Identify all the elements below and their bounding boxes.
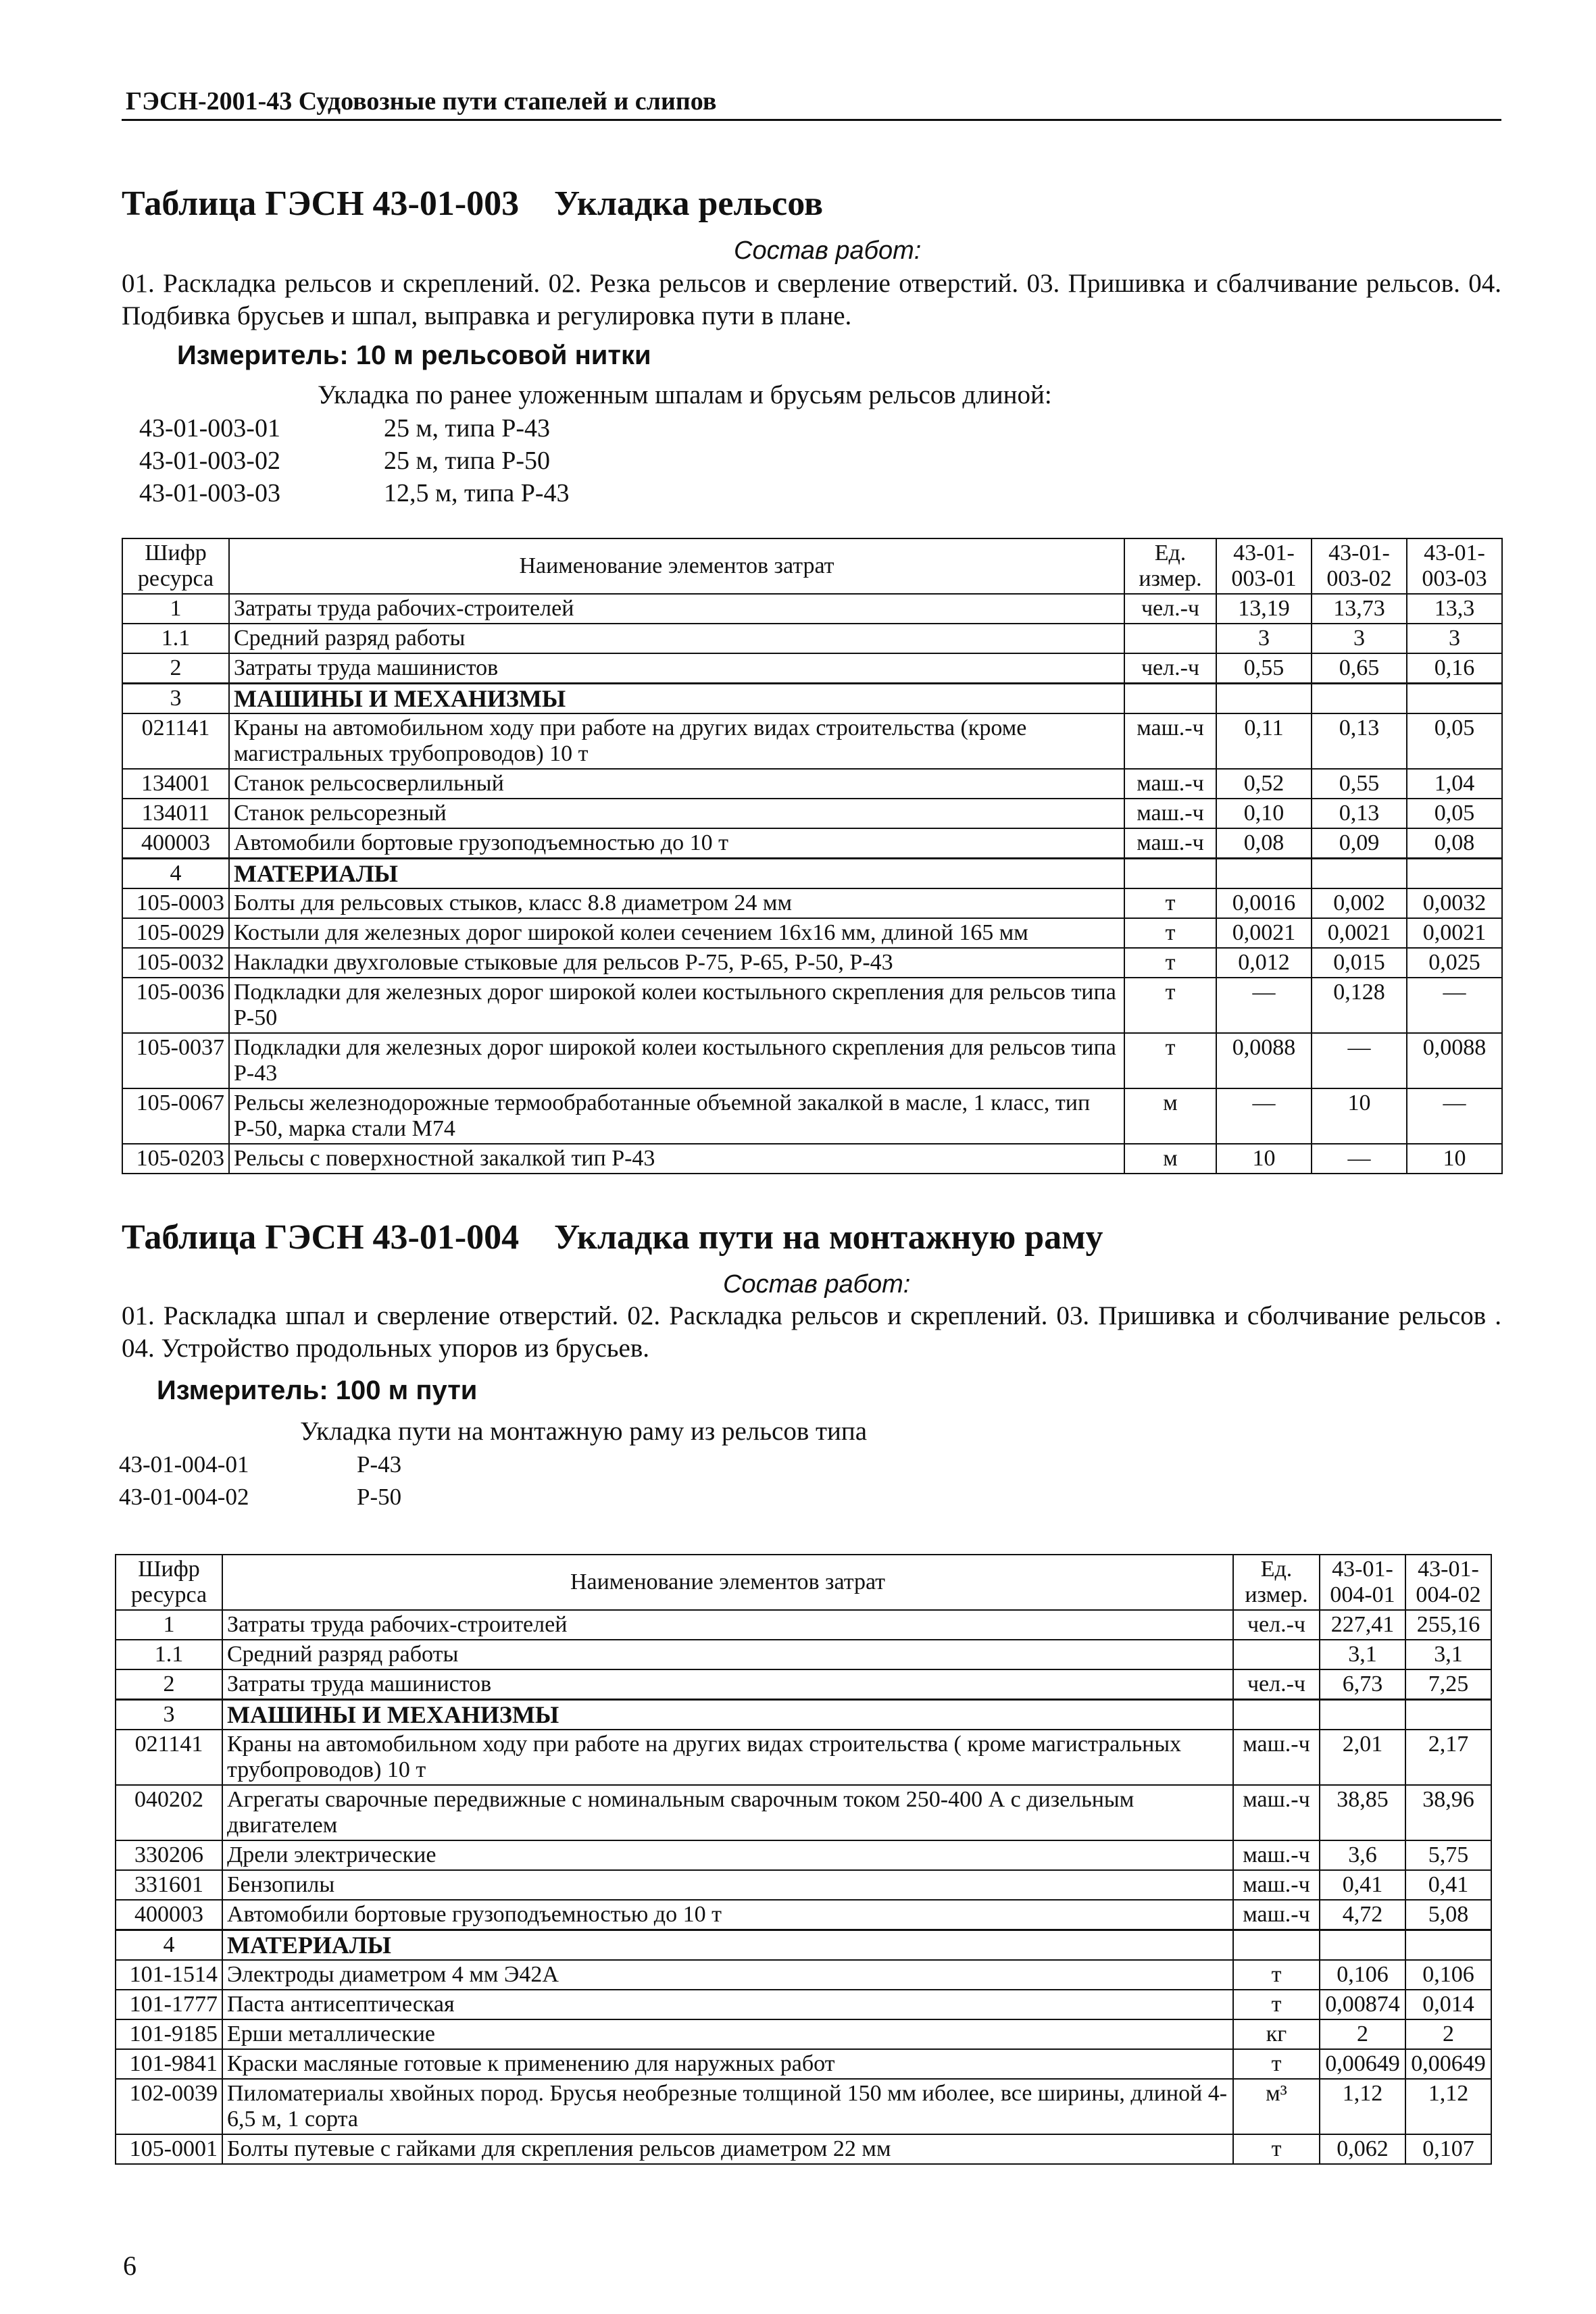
norm-value: 0,0021	[1407, 918, 1502, 948]
norm-value: 2,17	[1405, 1730, 1491, 1785]
norm-value	[1320, 1930, 1405, 1961]
resource-unit: т	[1233, 2049, 1320, 2079]
resource-code: 105-0029	[122, 918, 229, 948]
resource-name: Агрегаты сварочные передвижные с номинальным сварочным током 250-400 А с дизельным двигателем	[222, 1785, 1233, 1840]
norm-value: 0,55	[1216, 653, 1312, 684]
resource-name: Краски масляные готовые к применению для наружных работ	[222, 2049, 1233, 2079]
norm-value: 0,10	[1216, 799, 1312, 828]
norm-value: 1,12	[1405, 2079, 1491, 2134]
norm-value: 0,52	[1216, 769, 1312, 799]
resource-unit: чел.-ч	[1233, 1669, 1320, 1700]
resource-unit	[1124, 684, 1216, 714]
norm-value: 0,55	[1312, 769, 1407, 799]
resource-name: Краны на автомобильном ходу при работе на других видах строительства ( кроме магистральных трубопроводов) 10 т	[222, 1730, 1233, 1785]
resource-unit: т	[1124, 978, 1216, 1033]
table-003-name: Укладка рельсов	[554, 184, 824, 223]
resource-code: 2	[122, 653, 229, 684]
norm-value: 0,0021	[1312, 918, 1407, 948]
table-row	[116, 1990, 1491, 2019]
resource-name: Ерши металлические	[222, 2019, 1233, 2049]
resource-unit: т	[1124, 1033, 1216, 1088]
table-row	[122, 888, 1502, 918]
norm-value	[1216, 684, 1312, 714]
norm-value: 13,19	[1216, 594, 1312, 624]
resource-unit: т	[1124, 918, 1216, 948]
norm-value: 0,0088	[1216, 1033, 1312, 1088]
resource-code: 1	[116, 1610, 222, 1640]
variant-code: 43-01-003-03	[139, 479, 280, 507]
resource-code: 330206	[116, 1840, 222, 1870]
col-header-name: Наименование элементов затрат	[222, 1555, 1233, 1610]
norm-value: 2,01	[1320, 1730, 1405, 1785]
norm-value: —	[1407, 1088, 1502, 1144]
resource-code: 1.1	[122, 624, 229, 653]
resource-name: Станок рельсосверлильный	[229, 769, 1124, 799]
norm-value: 0,05	[1407, 799, 1502, 828]
resource-name: Бензопилы	[222, 1870, 1233, 1900]
norm-value: 3	[1407, 624, 1502, 653]
norm-value	[1312, 859, 1407, 889]
resource-name: Накладки двухголовые стыковые для рельсов Р-75, Р-65, Р-50, Р-43	[229, 948, 1124, 978]
variant-code: 43-01-003-01	[139, 414, 280, 443]
resource-unit: маш.-ч	[1233, 1730, 1320, 1785]
resource-code: 105-0001	[116, 2134, 222, 2164]
resource-name: Затраты труда машинистов	[229, 653, 1124, 684]
norm-value	[1405, 1700, 1491, 1730]
table-row	[116, 1640, 1491, 1669]
norm-value	[1405, 1930, 1491, 1961]
table-row	[116, 1870, 1491, 1900]
table-row	[116, 2079, 1491, 2134]
resource-name: Средний разряд работы	[229, 624, 1124, 653]
norm-value: —	[1216, 1088, 1312, 1144]
resource-unit: маш.-ч	[1233, 1900, 1320, 1930]
norm-value: 2	[1405, 2019, 1491, 2049]
norm-value	[1320, 1700, 1405, 1730]
table-003-number: Таблица ГЭСН 43-01-003	[122, 184, 520, 223]
resource-code: 102-0039	[116, 2079, 222, 2134]
resource-name: Станок рельсорезный	[229, 799, 1124, 828]
table-row	[116, 1840, 1491, 1870]
resource-name: Электроды диаметром 4 мм Э42А	[222, 1960, 1233, 1990]
resource-unit: кг	[1233, 2019, 1320, 2049]
resource-name: Автомобили бортовые грузоподъемностью до 10 т	[229, 828, 1124, 859]
norm-value: 5,08	[1405, 1900, 1491, 1930]
variant-desc: 25 м, типа Р-43	[384, 414, 550, 443]
norm-value: 10	[1216, 1144, 1312, 1174]
table-row	[122, 978, 1502, 1033]
table-004-number: Таблица ГЭСН 43-01-004	[122, 1218, 520, 1257]
norm-value: 13,73	[1312, 594, 1407, 624]
norm-value: 38,85	[1320, 1785, 1405, 1840]
col-header-code: Шифр ресурса	[116, 1555, 222, 1610]
norm-value: —	[1312, 1033, 1407, 1088]
norm-value: —	[1312, 1144, 1407, 1174]
table-row	[122, 653, 1502, 684]
resource-name: МАТЕРИАЛЫ	[229, 859, 1124, 889]
header-rule	[122, 119, 1501, 121]
col-header-norm: 43-01-004-01	[1320, 1555, 1405, 1610]
table-row	[122, 859, 1502, 889]
resource-code: 1	[122, 594, 229, 624]
norm-value: 0,65	[1312, 653, 1407, 684]
table-row	[116, 2134, 1491, 2164]
resource-unit: т	[1124, 948, 1216, 978]
table-row	[122, 1088, 1502, 1144]
resource-name: Подкладки для железных дорог широкой колеи костыльного скрепления для рельсов типа Р-43	[229, 1033, 1124, 1088]
resource-unit: маш.-ч	[1124, 828, 1216, 859]
table-row	[122, 713, 1502, 769]
variant-code: 43-01-004-02	[119, 1484, 249, 1510]
table-row	[116, 1610, 1491, 1640]
resource-unit	[1124, 624, 1216, 653]
resource-table-004	[115, 1554, 1492, 2165]
resource-unit	[1233, 1700, 1320, 1730]
norm-value: 0,106	[1320, 1960, 1405, 1990]
resource-code: 021141	[122, 713, 229, 769]
resource-unit	[1233, 1640, 1320, 1669]
table-row	[122, 828, 1502, 859]
norm-value	[1407, 859, 1502, 889]
norm-value: 6,73	[1320, 1669, 1405, 1700]
resource-unit: чел.-ч	[1124, 594, 1216, 624]
norm-value: 3	[1312, 624, 1407, 653]
norm-value: 3,1	[1320, 1640, 1405, 1669]
resource-unit: т	[1233, 1960, 1320, 1990]
resource-code: 4	[122, 859, 229, 889]
norm-value: 1,12	[1320, 2079, 1405, 2134]
resource-unit: т	[1233, 2134, 1320, 2164]
norm-value: 0,08	[1216, 828, 1312, 859]
resource-name: Пиломатериалы хвойных пород. Брусья необрезные толщиной 150 мм иболее, все ширины, длиной 4-6,5 м, 1 сорта	[222, 2079, 1233, 2134]
resource-table-003	[122, 538, 1503, 1174]
variant-code: 43-01-003-02	[139, 447, 280, 475]
norm-value: 0,062	[1320, 2134, 1405, 2164]
resource-name: Краны на автомобильном ходу при работе на других видах строительства (кроме магистральных трубопроводов) 10 т	[229, 713, 1124, 769]
norm-value: 0,128	[1312, 978, 1407, 1033]
resource-code: 021141	[116, 1730, 222, 1785]
norm-value: 3,1	[1405, 1640, 1491, 1669]
resource-code: 134011	[122, 799, 229, 828]
resource-unit: чел.-ч	[1233, 1610, 1320, 1640]
table-004-name: Укладка пути на монтажную раму	[554, 1218, 1103, 1257]
resource-code: 2	[116, 1669, 222, 1700]
table-row	[116, 1900, 1491, 1930]
norm-value: 10	[1312, 1088, 1407, 1144]
norm-value: 38,96	[1405, 1785, 1491, 1840]
norm-value: 0,014	[1405, 1990, 1491, 2019]
resource-unit: маш.-ч	[1233, 1840, 1320, 1870]
resource-name: Болты для рельсовых стыков, класс 8.8 диаметром 24 мм	[229, 888, 1124, 918]
norm-value: 0,00874	[1320, 1990, 1405, 2019]
norm-value: 0,41	[1405, 1870, 1491, 1900]
resource-code: 105-0036	[122, 978, 229, 1033]
resource-name: Костыли для железных дорог широкой колеи сечением 16х16 мм, длиной 165 мм	[229, 918, 1124, 948]
norm-value	[1312, 684, 1407, 714]
resource-code: 101-1514	[116, 1960, 222, 1990]
resource-name: Рельсы с поверхностной закалкой тип Р-43	[229, 1144, 1124, 1174]
norm-value: 0,0021	[1216, 918, 1312, 948]
norm-value: 0,012	[1216, 948, 1312, 978]
variant-desc: 25 м, типа Р-50	[384, 447, 550, 475]
variant-desc: Р-43	[357, 1451, 402, 1478]
norm-value: 255,16	[1405, 1610, 1491, 1640]
resource-code: 4	[116, 1930, 222, 1961]
resource-code: 1.1	[116, 1640, 222, 1669]
resource-name: Болты путевые с гайками для скрепления рельсов диаметром 22 мм	[222, 2134, 1233, 2164]
resource-unit: маш.-ч	[1233, 1870, 1320, 1900]
norm-value: 227,41	[1320, 1610, 1405, 1640]
norm-value: 0,015	[1312, 948, 1407, 978]
resource-unit: м³	[1233, 2079, 1320, 2134]
resource-name: Затраты труда машинистов	[222, 1669, 1233, 1700]
resource-unit	[1124, 859, 1216, 889]
norm-value: 0,41	[1320, 1870, 1405, 1900]
table-004-title	[122, 1217, 1103, 1257]
norm-value: 13,3	[1407, 594, 1502, 624]
variant-desc: 12,5 м, типа Р-43	[384, 479, 570, 507]
norm-value: 0,13	[1312, 713, 1407, 769]
table-004-works: 01. Раскладка шпал и сверление отверстий. 02. Раскладка рельсов и скреплений. 03. Пришивка и сболчивание рельсов . 04. Устройство продольных упоров из брусьев.	[122, 1301, 1501, 1363]
table-header-row	[116, 1555, 1491, 1610]
norm-value: —	[1216, 978, 1312, 1033]
resource-name: Подкладки для железных дорог широкой колеи костыльного скрепления для рельсов типа Р-50	[229, 978, 1124, 1033]
table-004-sostav-label: Состав работ:	[723, 1270, 911, 1299]
resource-unit: т	[1124, 888, 1216, 918]
resource-code: 105-0037	[122, 1033, 229, 1088]
norm-value: —	[1407, 978, 1502, 1033]
resource-code: 400003	[116, 1900, 222, 1930]
table-003-sostav-label: Состав работ:	[734, 236, 922, 265]
resource-unit: маш.-ч	[1124, 713, 1216, 769]
table-row	[122, 769, 1502, 799]
resource-unit: чел.-ч	[1124, 653, 1216, 684]
resource-code: 400003	[122, 828, 229, 859]
table-row	[116, 1930, 1491, 1961]
variant-code: 43-01-004-01	[119, 1451, 249, 1478]
norm-value: 10	[1407, 1144, 1502, 1174]
col-header-unit: Ед. измер.	[1233, 1555, 1320, 1610]
norm-value: 0,05	[1407, 713, 1502, 769]
norm-value: 0,0032	[1407, 888, 1502, 918]
table-row	[116, 2049, 1491, 2079]
table-004-intro: Укладка пути на монтажную раму из рельсов типа	[300, 1417, 868, 1446]
resource-code: 105-0203	[122, 1144, 229, 1174]
resource-unit: маш.-ч	[1124, 799, 1216, 828]
table-row	[122, 624, 1502, 653]
norm-value: 0,0088	[1407, 1033, 1502, 1088]
resource-name: МАШИНЫ И МЕХАНИЗМЫ	[222, 1700, 1233, 1730]
norm-value: 5,75	[1405, 1840, 1491, 1870]
norm-value: 0,025	[1407, 948, 1502, 978]
page-number: 6	[123, 2250, 136, 2281]
resource-code: 105-0032	[122, 948, 229, 978]
resource-name: Средний разряд работы	[222, 1640, 1233, 1669]
table-003-works: 01. Раскладка рельсов и скреплений. 02. Резка рельсов и сверление отверстий. 03. Пришивка и сбалчивание рельсов. 04. Подбивка брусьев и шпал, выправка и регулировка пути в плане.	[122, 269, 1501, 330]
table-row	[122, 1033, 1502, 1088]
resource-code: 101-9185	[116, 2019, 222, 2049]
norm-value: 0,11	[1216, 713, 1312, 769]
resource-code: 134001	[122, 769, 229, 799]
table-row	[116, 1960, 1491, 1990]
resource-code: 3	[122, 684, 229, 714]
table-header-row	[122, 538, 1502, 594]
col-header-name: Наименование элементов затрат	[229, 538, 1124, 594]
resource-unit: маш.-ч	[1124, 769, 1216, 799]
table-row	[116, 2019, 1491, 2049]
col-header-norm: 43-01-004-02	[1405, 1555, 1491, 1610]
resource-code: 105-0003	[122, 888, 229, 918]
table-row	[122, 918, 1502, 948]
table-003-title	[122, 184, 823, 224]
resource-unit	[1233, 1930, 1320, 1961]
table-row	[122, 594, 1502, 624]
table-row	[122, 948, 1502, 978]
resource-name: Рельсы железнодорожные термообработанные объемной закалкой в масле, 1 класс, тип Р-50, марка стали М74	[229, 1088, 1124, 1144]
norm-value: 4,72	[1320, 1900, 1405, 1930]
resource-name: МАШИНЫ И МЕХАНИЗМЫ	[229, 684, 1124, 714]
norm-value: 0,16	[1407, 653, 1502, 684]
resource-unit: т	[1233, 1990, 1320, 2019]
col-header-norm: 43-01-003-01	[1216, 538, 1312, 594]
running-header: ГЭСН-2001-43 Судовозные пути стапелей и слипов	[126, 87, 717, 116]
table-row	[122, 684, 1502, 714]
table-row	[122, 799, 1502, 828]
table-003-intro: Укладка по ранее уложенным шпалам и брусьям рельсов длиной:	[318, 380, 1052, 409]
norm-value: 0,09	[1312, 828, 1407, 859]
resource-unit: маш.-ч	[1233, 1785, 1320, 1840]
norm-value	[1407, 684, 1502, 714]
norm-value: 0,08	[1407, 828, 1502, 859]
table-row	[116, 1730, 1491, 1785]
table-row	[116, 1785, 1491, 1840]
resource-name: Паста антисептическая	[222, 1990, 1233, 2019]
resource-name: Автомобили бортовые грузоподъемностью до 10 т	[222, 1900, 1233, 1930]
table-004-meter: Измеритель: 100 м пути	[157, 1376, 478, 1405]
resource-code: 101-9841	[116, 2049, 222, 2079]
col-header-unit: Ед. измер.	[1124, 538, 1216, 594]
col-header-code: Шифр ресурса	[122, 538, 229, 594]
resource-name: Затраты труда рабочих-строителей	[222, 1610, 1233, 1640]
resource-code: 040202	[116, 1785, 222, 1840]
resource-name: Затраты труда рабочих-строителей	[229, 594, 1124, 624]
norm-value: 0,00649	[1320, 2049, 1405, 2079]
norm-value: 0,106	[1405, 1960, 1491, 1990]
norm-value: 1,04	[1407, 769, 1502, 799]
norm-value: 7,25	[1405, 1669, 1491, 1700]
col-header-norm: 43-01-003-02	[1312, 538, 1407, 594]
norm-value: 3,6	[1320, 1840, 1405, 1870]
table-row	[116, 1700, 1491, 1730]
table-row	[122, 1144, 1502, 1174]
resource-code: 101-1777	[116, 1990, 222, 2019]
norm-value: 2	[1320, 2019, 1405, 2049]
resource-unit: м	[1124, 1088, 1216, 1144]
norm-value: 0,13	[1312, 799, 1407, 828]
col-header-norm: 43-01-003-03	[1407, 538, 1502, 594]
table-003-meter: Измеритель: 10 м рельсовой нитки	[177, 341, 651, 370]
resource-unit: м	[1124, 1144, 1216, 1174]
resource-code: 105-0067	[122, 1088, 229, 1144]
norm-value: 0,002	[1312, 888, 1407, 918]
norm-value: 0,0016	[1216, 888, 1312, 918]
resource-name: Дрели электрические	[222, 1840, 1233, 1870]
table-row	[116, 1669, 1491, 1700]
variant-desc: Р-50	[357, 1484, 402, 1510]
norm-value: 3	[1216, 624, 1312, 653]
norm-value	[1216, 859, 1312, 889]
resource-name: МАТЕРИАЛЫ	[222, 1930, 1233, 1961]
resource-code: 3	[116, 1700, 222, 1730]
resource-code: 331601	[116, 1870, 222, 1900]
norm-value: 0,107	[1405, 2134, 1491, 2164]
norm-value: 0,00649	[1405, 2049, 1491, 2079]
